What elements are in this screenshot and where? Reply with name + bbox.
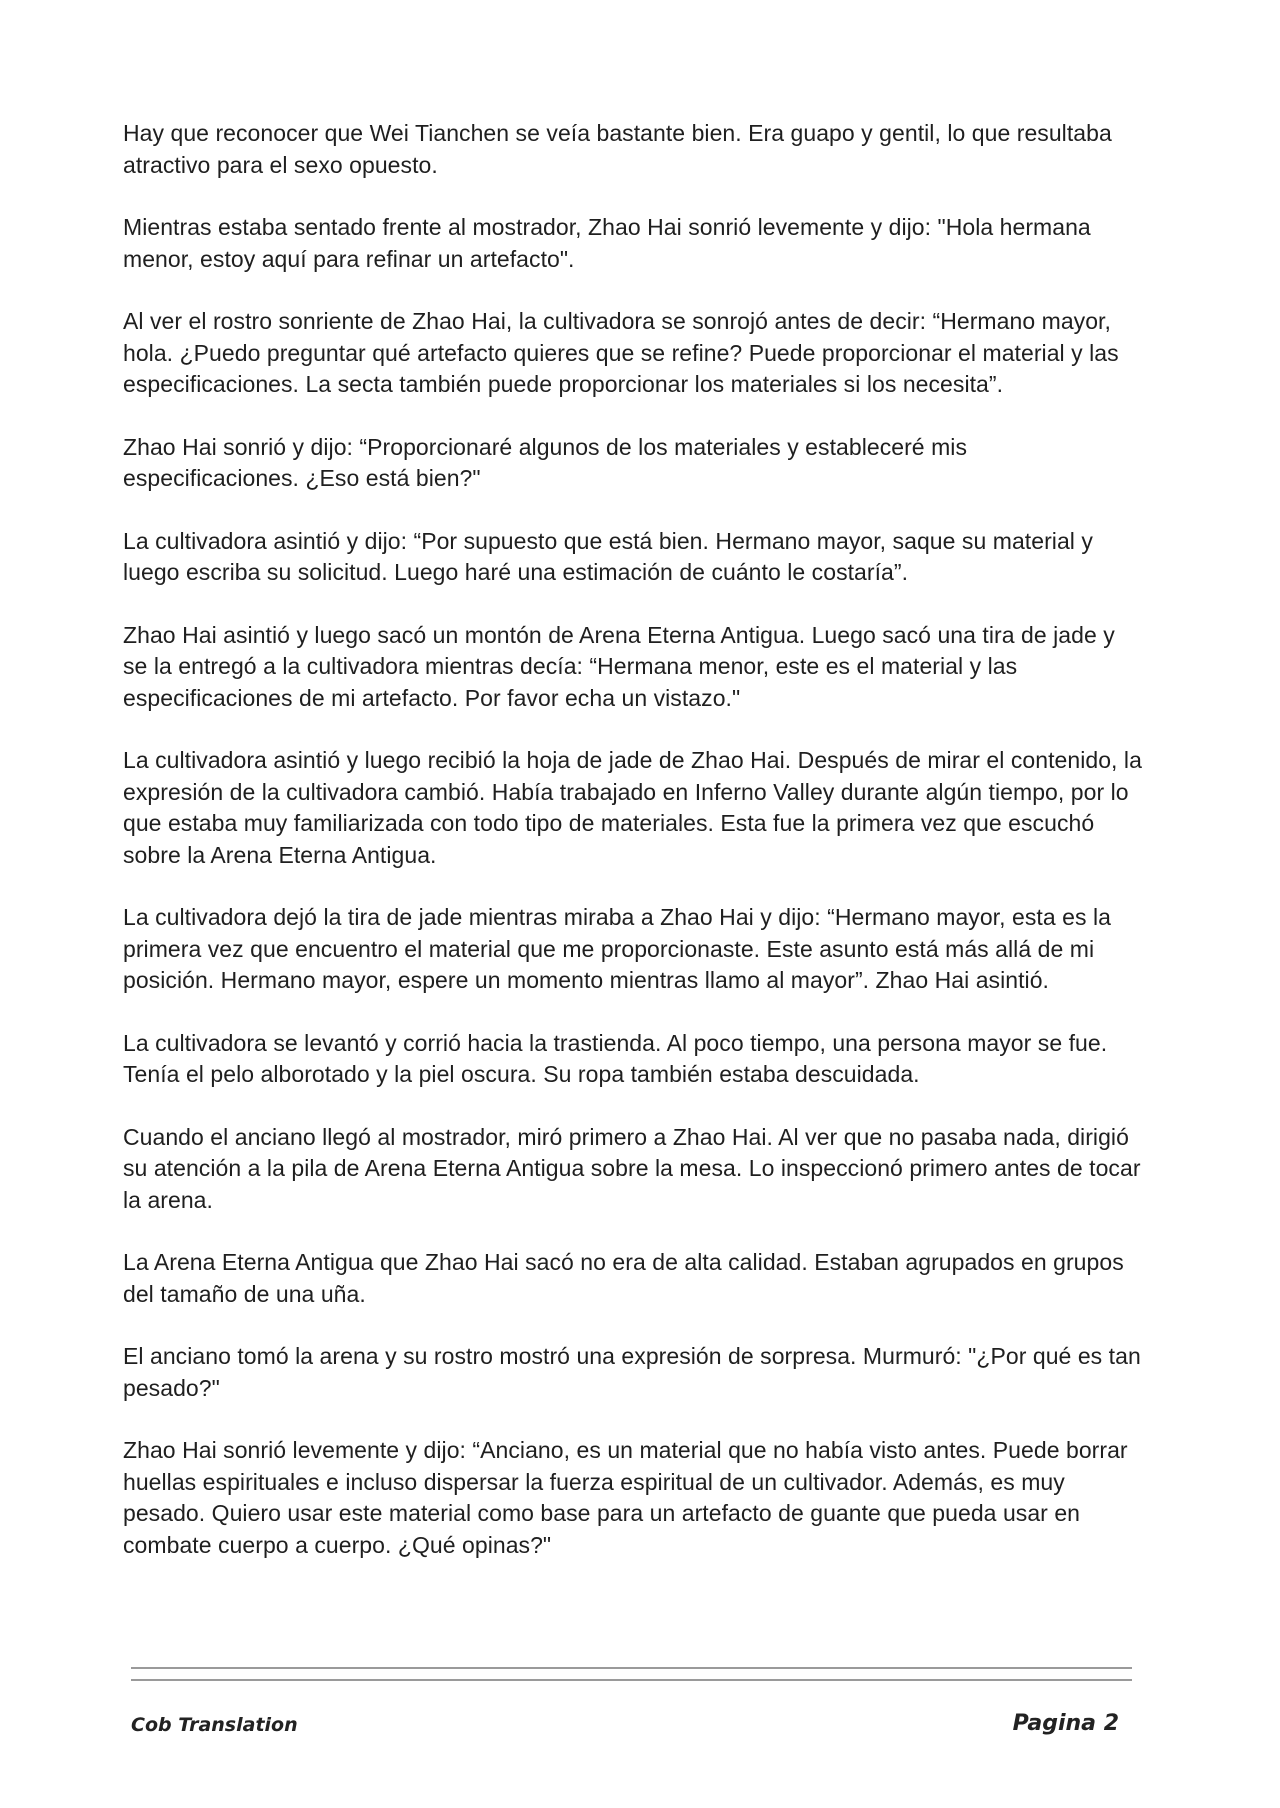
paragraph: Zhao Hai sonrió levemente y dijo: “Anciano, es un material que no había visto antes. Puede borrar huellas espirituales e incluso dispersar la fuerza espiritual de un cultivador. Además, es muy pesado. Quiero usar este material como base para un artefacto de guante que pueda usar en combate cuerpo a cuerpo. ¿Qué opinas?" (123, 1437, 1128, 1558)
paragraph: La cultivadora dejó la tira de jade mientras miraba a Zhao Hai y dijo: “Hermano mayor, esta es la primera vez que encuentro el material que me proporcionaste. Este asunto está más allá de mi posición. Hermano mayor, espere un momento mientras llamo al mayor”. Zhao Hai asintió. (123, 904, 1111, 993)
paragraph: La Arena Eterna Antigua que Zhao Hai sacó no era de alta calidad. Estaban agrupados en grupos del tamaño de una uña. (123, 1249, 1124, 1307)
document-body (123, 118, 1143, 1592)
paragraph: Al ver el rostro sonriente de Zhao Hai, la cultivadora se sonrojó antes de decir: “Hermano mayor, hola. ¿Puedo preguntar qué artefacto quieres que se refine? Puede proporcionar el material y las especificaciones. La secta también puede proporcionar los materiales si los necesita”. (123, 308, 1119, 397)
paragraph: El anciano tomó la arena y su rostro mostró una expresión de sorpresa. Murmuró: "¿Por qué es tan pesado?" (123, 1343, 1141, 1401)
footer-page-number: Pagina 2 (1012, 1711, 1119, 1736)
footer-divider-top (131, 1667, 1132, 1669)
paragraph: Mientras estaba sentado frente al mostrador, Zhao Hai sonrió levemente y dijo: "Hola hermana menor, estoy aquí para refinar un artefacto". (123, 214, 1091, 272)
paragraph: La cultivadora se levantó y corrió hacia la trastienda. Al poco tiempo, una persona mayor se fue. Tenía el pelo alborotado y la piel oscura. Su ropa también estaba descuidada. (123, 1029, 1108, 1087)
paragraph: Cuando el anciano llegó al mostrador, miró primero a Zhao Hai. Al ver que no pasaba nada, dirigió su atención a la pila de Arena Eterna Antigua sobre la mesa. Lo inspeccionó primero antes de tocar la arena. (123, 1123, 1141, 1213)
paragraph: Zhao Hai sonrió y dijo: “Proporcionaré algunos de los materiales y estableceré mis especificaciones. ¿Eso está bien?" (123, 433, 968, 491)
paragraph: Hay que reconocer que Wei Tianchen se veía bastante bien. Era guapo y gentil, lo que resultaba atractivo para el sexo opuesto. (123, 120, 1112, 178)
paragraph: La cultivadora asintió y dijo: “Por supuesto que está bien. Hermano mayor, saque su material y luego escriba su solicitud. Luego haré una estimación de cuánto le costaría”. (123, 527, 1093, 585)
paragraph: La cultivadora asintió y luego recibió la hoja de jade de Zhao Hai. Después de mirar el contenido, la expresión de la cultivadora cambió. Había trabajado en Inferno Valley durante algún tiempo, por lo que estaba muy familiarizada con todo tipo de materiales. Esta fue la primera vez que escuchó sobre la Arena Eterna Antigua. (123, 747, 1142, 868)
footer-divider-bottom (131, 1679, 1132, 1681)
footer-translator-credit: Cob Translation (131, 1714, 298, 1736)
paragraph: Zhao Hai asintió y luego sacó un montón de Arena Eterna Antigua. Luego sacó una tira de jade y se la entregó a la cultivadora mientras decía: “Hermana menor, este es el material y las especificaciones de mi artefacto. Por favor echa un vistazo." (123, 621, 1115, 711)
